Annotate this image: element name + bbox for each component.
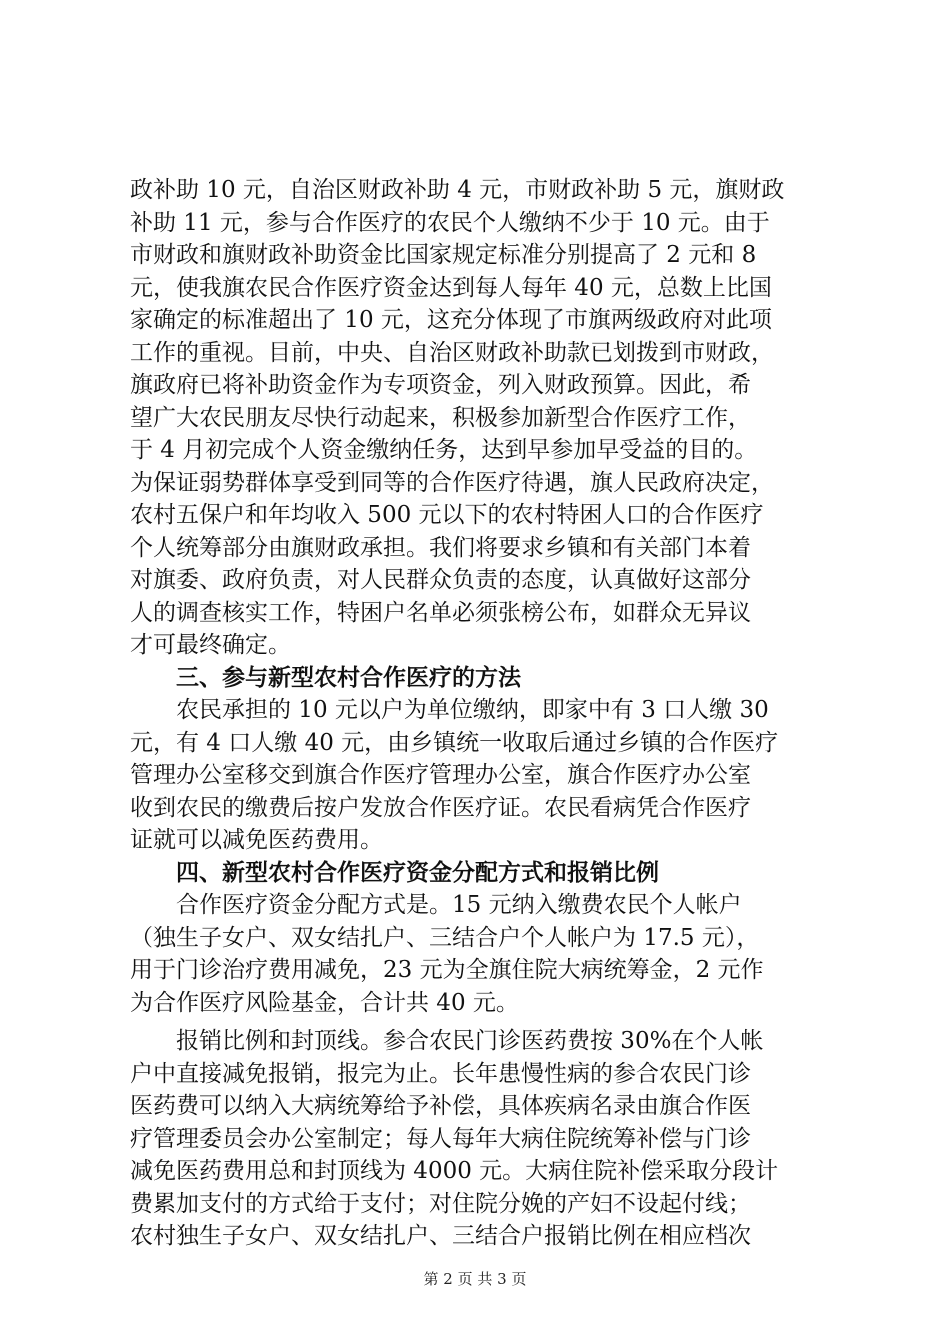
page-number-footer: 第 2 页 共 3 页 (423, 1270, 527, 1288)
text-line: 政补助 10 元，自治区财政补助 4 元，市财政补助 5 元，旗财政 (130, 177, 785, 203)
text-line: 证就可以减免医药费用。 (130, 827, 383, 853)
text-line: 报销比例和封顶线。参合农民门诊医药费按 30%在个人帐 (176, 1028, 764, 1054)
text-line: 为合作医疗风险基金，合计共 40 元。 (130, 989, 519, 1016)
section-heading-3: 三、参与新型农村合作医疗的方法 (176, 663, 521, 691)
text-line: 市财政和旗财政补助资金比国家规定标准分别提高了 2 元和 8 (130, 242, 757, 268)
text-line: 疗管理委员会办公室制定；每人每年大病住院统筹补偿与门诊 (130, 1125, 751, 1152)
text-line: 家确定的标准超出了 10 元，这充分体现了市旗两级政府对此项 (130, 307, 772, 333)
text-line: 用于门诊治疗费用减免，23 元为全旗住院大病统筹金，2 元作 (130, 957, 764, 983)
text-line: 减免医药费用总和封顶线为 4000 元。大病住院补偿采取分段计 (130, 1158, 779, 1184)
text-line: 合作医疗资金分配方式是。15 元纳入缴费农民个人帐户 (176, 892, 742, 918)
text-line: 元，使我旗农民合作医疗资金达到每人每年 40 元，总数上比国 (130, 274, 772, 301)
text-line: 元，有 4 口人缴 40 元，由乡镇统一收取后通过乡镇的合作医疗 (130, 729, 779, 756)
document-body (130, 174, 835, 1253)
text-line: 农村独生子女户、双女结扎户、三结合户报销比例在相应档次 (130, 1223, 751, 1249)
text-line: 收到农民的缴费后按户发放合作医疗证。农民看病凭合作医疗 (130, 794, 751, 821)
text-line: 工作的重视。目前，中央、自治区财政补助款已划拨到市财政， (130, 339, 774, 366)
paragraph-fund-allocation (130, 889, 835, 1019)
text-line: （独生子女户、双女结扎户、三结合户个人帐户为 17.5 元）， (130, 924, 760, 951)
text-line: 农民承担的 10 元以户为单位缴纳，即家中有 3 口人缴 30 (176, 697, 769, 723)
text-line: 对旗委、政府负责，对人民群众负责的态度，认真做好这部分 (130, 567, 751, 593)
text-line: 医药费可以纳入大病统筹给予补偿，具体疾病名录由旗合作医 (130, 1093, 751, 1119)
paragraph-continued (130, 174, 835, 662)
text-line: 于 4 月初完成个人资金缴纳任务，达到早参加早受益的目的。 (130, 437, 758, 463)
text-line: 户中直接减免报销，报完为止。长年患慢性病的参合农民门诊 (130, 1060, 751, 1087)
text-line: 个人统筹部分由旗财政承担。我们将要求乡镇和有关部门本着 (130, 534, 751, 561)
paragraph-method (130, 694, 835, 857)
text-line: 管理办公室移交到旗合作医疗管理办公室，旗合作医疗办公室 (130, 762, 751, 788)
paragraph-reimbursement (130, 1025, 835, 1253)
text-line: 旗政府已将补助资金作为专项资金，列入财政预算。因此，希 (130, 372, 751, 398)
text-line: 为保证弱势群体享受到同等的合作医疗待遇，旗人民政府决定， (130, 469, 774, 496)
text-line: 补助 11 元，参与合作医疗的农民个人缴纳不少于 10 元。由于 (130, 209, 770, 236)
text-line: 农村五保户和年均收入 500 元以下的农村特困人口的合作医疗 (130, 502, 764, 528)
section-heading-4: 四、新型农村合作医疗资金分配方式和报销比例 (176, 858, 659, 886)
text-line: 望广大农民朋友尽快行动起来，积极参加新型合作医疗工作， (130, 404, 751, 431)
text-line: 人的调查核实工作，特困户名单必须张榜公布，如群众无异议 (130, 599, 751, 626)
text-line: 才可最终确定。 (130, 632, 291, 658)
text-line: 费累加支付的方式给于支付；对住院分娩的产妇不设起付线； (130, 1190, 751, 1217)
